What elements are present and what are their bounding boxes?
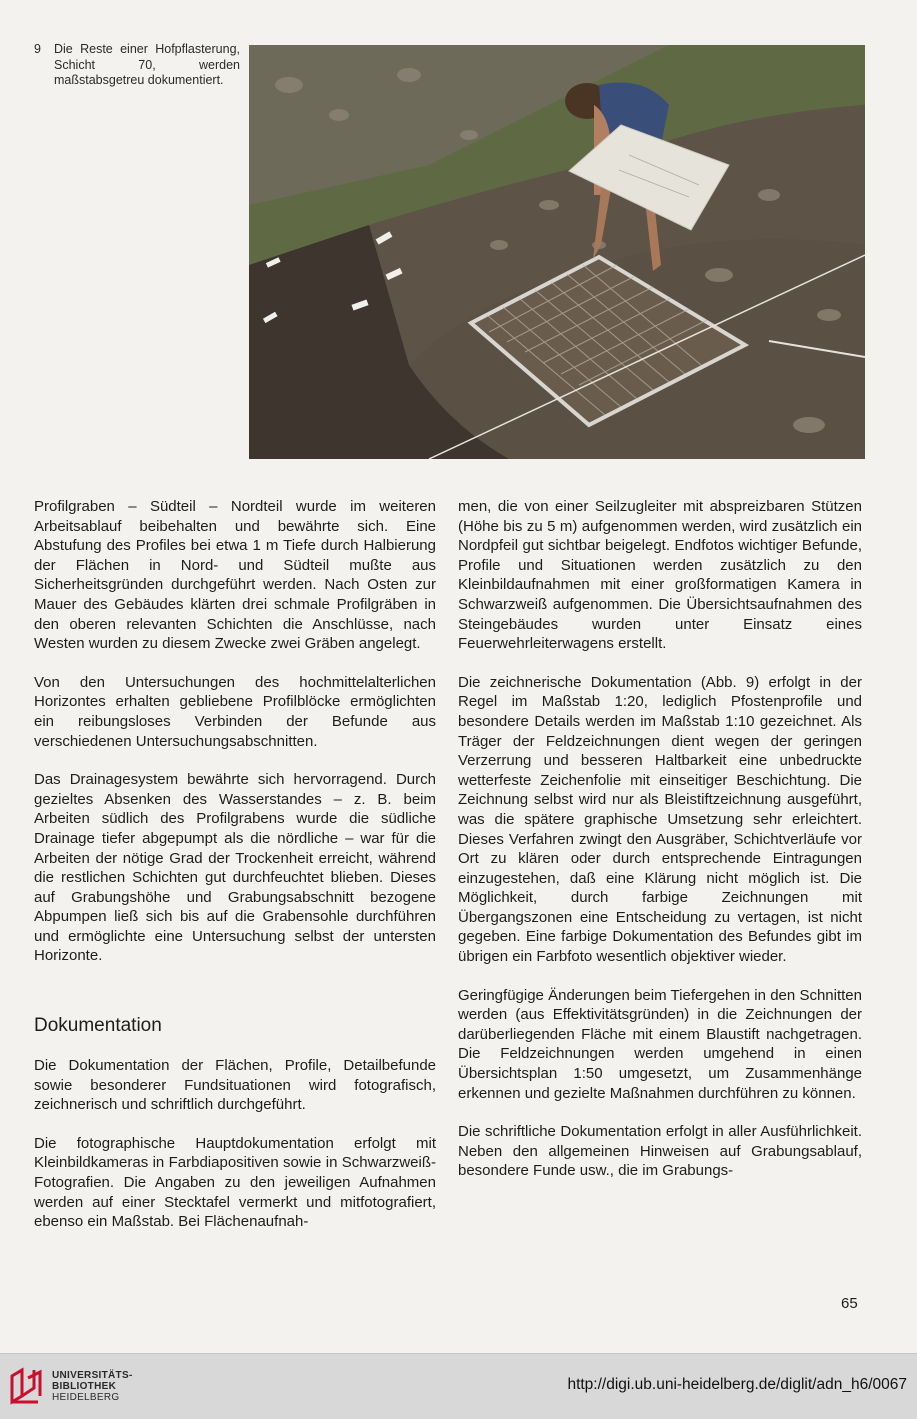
paragraph: Profilgraben – Südteil – Nordteil wurde im weiteren Arbeitsablauf beibehalten und bewährte sich. Eine Abstufung des Profiles bei etwa 1 m Tiefe durch Halbierung der Flächen in Nord- und Südteil mußte aus Sicherheitsgründen durchgeführt werden. Nach Osten zur Mauer des Gebäudes klärten drei schmale Profilgräben in den oberen relevanten Schichten die Anschlüsse, nach Westen wurden zu diesem Zwecke zwei Gräben angelegt. <box>34 498 436 653</box>
library-logo-icon[interactable] <box>8 1366 44 1406</box>
page-number: 65 <box>841 1295 858 1312</box>
paragraph: Von den Untersuchungen des hochmittelalterlichen Horizontes erhalten gebliebene Profilblöcke ermöglichten ein reibungsloses Verbinden der Befunde aus verschiedenen Untersuchungsabschnitten. <box>34 673 436 750</box>
logo-line-3: HEIDELBERG <box>52 1392 120 1403</box>
figure-caption-text: Die Reste einer Hofpflasterung, Schicht 70, werden maßstabsgetreu dokumentiert. <box>54 42 240 88</box>
right-text-column <box>458 497 862 1200</box>
paragraph: Das Drainagesystem bewährte sich hervorragend. Durch gezieltes Absenken des Wasserstandes – z. B. beim Arbeiten südlich des Profilgrabens wurde die südliche Drainage tiefer abgepumpt als die nördliche – war für die Arbeiten der nötige Grad der Trockenheit erreicht, während die restlichen Schichten gut durchfeuchtet blieben. Dieses auf Grabungshöhe und Grabungsabschnitt bezogene Abpumpen ließ sich bis auf die Grabensohle durchführen und ermöglichte eine Untersuchung selbst der untersten Horizonte. <box>34 771 436 965</box>
paragraph: Geringfügige Änderungen beim Tiefergehen in den Schnitten werden (aus Effektivitätsgründen) in die Zeichnungen der darüberliegenden Fläche mit einem Blaustift nachgetragen. Die Feldzeichnungen werden umgehend in einen Übersichtsplan 1:50 umgesetzt, um Zusammenhänge erkennen und gezielte Maßnahmen durchführen zu können. <box>458 986 862 1102</box>
paragraph: men, die von einer Seilzugleiter mit abspreizbaren Stützen (Höhe bis zu 5 m) aufgenommen werden, wird zusätzlich ein Nordpfeil gut sichtbar beigelegt. Endfotos wichtiger Befunde, Profile und Situationen werden zusätzlich zu den Kleinbildaufnahmen mit einer großformatigen Kamera in Schwarzweiß aufgenommen. Die Übersichtsaufnahmen des Steingebäudes wurden unter Einsatz eines Feuerwehrleiterwagens erstellt. <box>458 498 862 653</box>
figure-number: 9 <box>34 42 41 56</box>
library-logo-text[interactable] <box>52 1370 133 1403</box>
logo-line-1: UNIVERSITÄTS- <box>52 1370 133 1381</box>
excavation-photo <box>249 45 865 459</box>
figure-caption <box>34 42 244 89</box>
section-heading: Dokumentation <box>34 1015 162 1037</box>
logo-line-2: BIBLIOTHEK <box>52 1381 117 1392</box>
footer-bar <box>0 1353 917 1419</box>
source-url-link[interactable]: http://digi.ub.uni-heidelberg.de/diglit/adn_h6/0067 <box>567 1376 907 1393</box>
paragraph: Die Dokumentation der Flächen, Profile, Detailbefunde sowie besonderer Fundsituationen wird fotografisch, zeichnerisch und schriftlich durchgeführt. <box>34 1057 436 1114</box>
paragraph: Die schriftliche Dokumentation erfolgt in aller Ausführlichkeit. Neben den allgemeinen Hinweisen auf Grabungsablauf, besondere Funde usw., die im Grabungs- <box>458 1123 862 1180</box>
paragraph: Die fotographische Hauptdokumentation erfolgt mit Kleinbildkameras in Farbdiapositiven sowie in Schwarzweiß-Fotografien. Die Angaben zu den jeweiligen Aufnahmen werden auf einer Stecktafel vermerkt und mitfotografiert, ebenso ein Maßstab. Bei Flächenaufnah- <box>34 1134 436 1231</box>
left-text-column <box>34 497 436 1251</box>
paragraph: Die zeichnerische Dokumentation (Abb. 9) erfolgt in der Regel im Maßstab 1:20, lediglich Pfostenprofile und besondere Details werden im Maßstab 1:10 gezeichnet. Als Träger der Feldzeichnungen dient wegen der geringen Verzerrung und besseren Haltbarkeit eine unbedruckte wetterfeste Zeichenfolie mit einseitiger Beschichtung. Die Zeichnung selbst wird nur als Bleistiftzeichnung ausgeführt, was die spätere graphische Umsetzung sehr erleichtert. Dieses Verfahren zwingt den Ausgräber, Schichtverläufe vor Ort zu klären oder durch entsprechende Eintragungen einzugestehen, daß eine Klärung nicht möglich ist. Die Möglichkeit, durch farbige Zeichnungen mit Übergangszonen eine Entscheidung zu vertagen, ist nicht gegeben. Eine farbige Dokumentation des Befundes gibt im übrigen ein Farbfoto wesentlich objektiver wieder. <box>458 673 862 966</box>
